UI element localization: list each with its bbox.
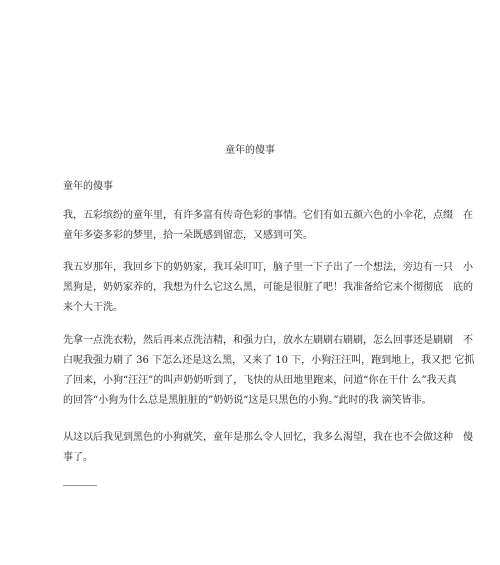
paragraph-line: 从这以后我见到黑色的小狗就笑，童年是那么令人回忆，我多么渴望，我在也不会做这种 傻 <box>63 432 473 443</box>
paragraph-line: 白呢我强力刷了 36 下怎么还是这么黑，又来了 10 下，小狗汪汪叫，跑到地上，我又把 它抓 <box>63 355 475 366</box>
paragraph-line: 童年多姿多彩的梦里，拾一朵既感到留恋，又感到可笑。 <box>63 230 313 241</box>
footer-divider <box>63 485 97 486</box>
paragraph-line: 事了。 <box>63 452 93 463</box>
section-heading: 童年的傻事 <box>63 181 113 192</box>
paragraph-3 <box>63 331 475 411</box>
paragraph-1 <box>63 206 473 246</box>
paragraph-line: 来个大干洗。 <box>63 302 123 313</box>
paragraph-line: 的回答“小狗为什么总是黑脏脏的”奶奶说“这是只黑色的小狗。”此时的我 滴笑皆非。 <box>63 395 432 406</box>
paragraph-line: 我五岁那年，我回乡下的奶奶家，我耳朵叮叮，脑子里一下子出了一个想法，旁边有一只 小 <box>63 262 473 273</box>
paragraph-4 <box>63 428 473 468</box>
paragraph-2 <box>63 258 473 318</box>
paragraph-line: 了回来，小狗“汪汪”的叫声奶奶听到了，飞快的从田地里跑来，问道“你在干什 么”我天真 <box>63 375 457 386</box>
paragraph-line: 黑狗是，奶奶家养的，我想为什么它这么黑，可能是很脏了吧！我准备给它来个彻彻底 底的 <box>63 282 473 293</box>
document-title: 童年的傻事 <box>225 145 275 156</box>
paragraph-line: 我，五彩缤纷的童年里，有许多富有传奇色彩的事情。它们有如五颜六色的小伞花，点缀 在 <box>63 210 473 221</box>
paragraph-line: 先拿一点洗衣粉，然后再来点洗洁精，和强力白，放水左刷刷右刷刷，怎么回事还是刷刷 不 <box>63 335 473 346</box>
